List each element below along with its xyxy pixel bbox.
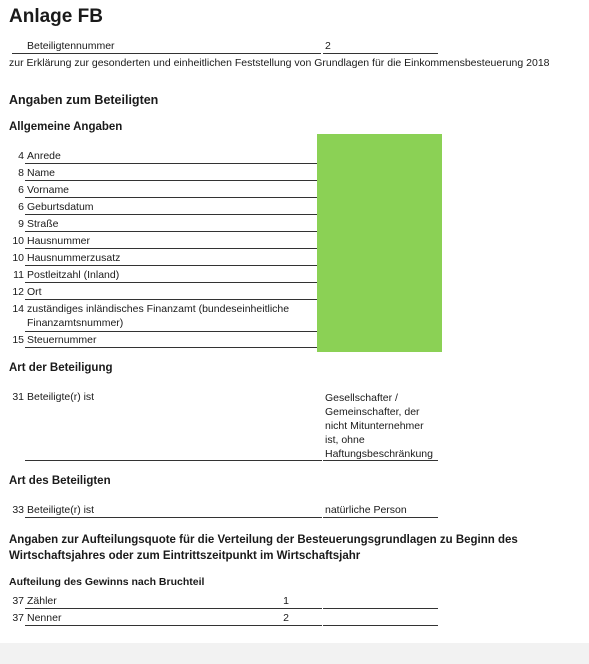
row-number: 14	[12, 303, 24, 315]
section-heading-beteiligter: Angaben zum Beteiligten	[9, 93, 159, 107]
row-number: 31	[12, 391, 24, 403]
row-number: 4	[18, 150, 24, 162]
row-label: Zähler	[27, 595, 57, 607]
form-row-beteiligung[interactable]	[0, 391, 440, 463]
row-label: Hausnummerzusatz	[27, 252, 121, 264]
row-label: Postleitzahl (Inland)	[27, 269, 120, 281]
divider	[323, 460, 438, 461]
beteiligtennummer-label: Beteiligtennummer	[27, 40, 115, 52]
row-label: Name	[27, 167, 56, 179]
divider	[323, 625, 438, 626]
form-row-finanzamt[interactable]	[0, 303, 322, 334]
divider	[12, 53, 321, 54]
row-label-continued: Finanzamtsnummer)	[27, 317, 124, 329]
row-number: 15	[12, 334, 24, 346]
form-row-beteiligten[interactable]	[0, 504, 440, 521]
form-row-hausnummer[interactable]	[0, 235, 322, 252]
divider	[25, 299, 322, 300]
form-row-zaehler[interactable]	[0, 595, 440, 612]
redacted-values-block	[317, 134, 442, 352]
divider	[25, 163, 322, 164]
divider	[25, 460, 322, 461]
divider	[25, 180, 322, 181]
row-number: 37	[12, 595, 24, 607]
form-row-nenner[interactable]	[0, 612, 440, 629]
divider	[25, 214, 322, 215]
row-number: 8	[18, 167, 24, 179]
section-heading-aufteilung	[9, 532, 518, 564]
subheading-gewinn: Aufteilung des Gewinns nach Bruchteil	[9, 576, 205, 588]
beteiligtennummer-value: 2	[325, 40, 331, 52]
beteiligten-value: natürliche Person	[325, 504, 407, 516]
section-heading-allgemein: Allgemeine Angaben	[9, 121, 123, 133]
divider	[25, 517, 322, 518]
row-label: Anrede	[27, 150, 61, 162]
row-number: 37	[12, 612, 24, 624]
divider	[25, 331, 322, 332]
value-line: Gesellschafter /	[325, 392, 398, 404]
row-number: 11	[13, 269, 24, 281]
row-number: 9	[18, 218, 24, 230]
divider	[25, 197, 322, 198]
form-row-strasse[interactable]	[0, 218, 322, 235]
section-heading-beteiligten: Art des Beteiligten	[9, 475, 111, 487]
divider	[25, 625, 322, 626]
footer-bar	[0, 643, 589, 664]
page-title: Anlage FB	[9, 6, 103, 27]
row-number: 10	[12, 235, 24, 247]
value-line: ist, ohne	[325, 434, 365, 446]
divider	[25, 608, 322, 609]
row-label: Beteiligte(r) ist	[27, 391, 95, 403]
value-line: nicht Mitunternehmer	[325, 420, 424, 432]
row-label: Geburtsdatum	[27, 201, 94, 213]
row-label: Straße	[27, 218, 59, 230]
row-number: 33	[12, 504, 24, 516]
form-subtitle: zur Erklärung zur gesonderten und einheitlichen Feststellung von Grundlagen für die Einkommensbesteuerung 2018	[9, 57, 550, 69]
row-label: Hausnummer	[27, 235, 91, 247]
value-line: Haftungsbeschränkung	[325, 448, 433, 460]
divider	[25, 347, 322, 348]
row-label: Ort	[27, 286, 42, 298]
form-row-name[interactable]	[0, 167, 322, 184]
row-number: 6	[18, 201, 24, 213]
nenner-value: 2	[283, 612, 289, 624]
beteiligung-value	[325, 391, 433, 461]
divider	[25, 282, 322, 283]
row-number: 10	[12, 252, 24, 264]
row-label: Beteiligte(r) ist	[27, 504, 95, 516]
section-heading-beteiligung: Art der Beteiligung	[9, 362, 113, 374]
row-label: zuständiges inländisches Finanzamt (bundeseinheitliche	[27, 303, 290, 315]
row-number: 6	[18, 184, 24, 196]
form-row-geburtsdatum[interactable]	[0, 201, 322, 218]
row-label: Steuernummer	[27, 334, 97, 346]
divider	[323, 517, 438, 518]
divider	[25, 265, 322, 266]
divider	[25, 248, 322, 249]
heading-line: Angaben zur Aufteilungsquote für die Verteilung der Besteuerungsgrundlagen zu Beginn des	[9, 534, 518, 546]
heading-line: Wirtschaftsjahres oder zum Eintrittszeitpunkt im Wirtschaftsjahr	[9, 550, 361, 562]
zaehler-value: 1	[283, 595, 289, 607]
value-line: Gemeinschafter, der	[325, 406, 420, 418]
row-label: Nenner	[27, 612, 62, 624]
divider	[323, 53, 438, 54]
form-row-vorname[interactable]	[0, 184, 322, 201]
row-number: 12	[12, 286, 24, 298]
divider	[25, 231, 322, 232]
form-row-anrede[interactable]	[0, 150, 322, 167]
form-row-postleitzahl[interactable]	[0, 269, 322, 286]
divider	[323, 608, 438, 609]
row-label: Vorname	[27, 184, 70, 196]
form-row-ort[interactable]	[0, 286, 322, 303]
form-row-steuernummer[interactable]	[0, 334, 322, 351]
form-row-hausnummerzusatz[interactable]	[0, 252, 322, 269]
